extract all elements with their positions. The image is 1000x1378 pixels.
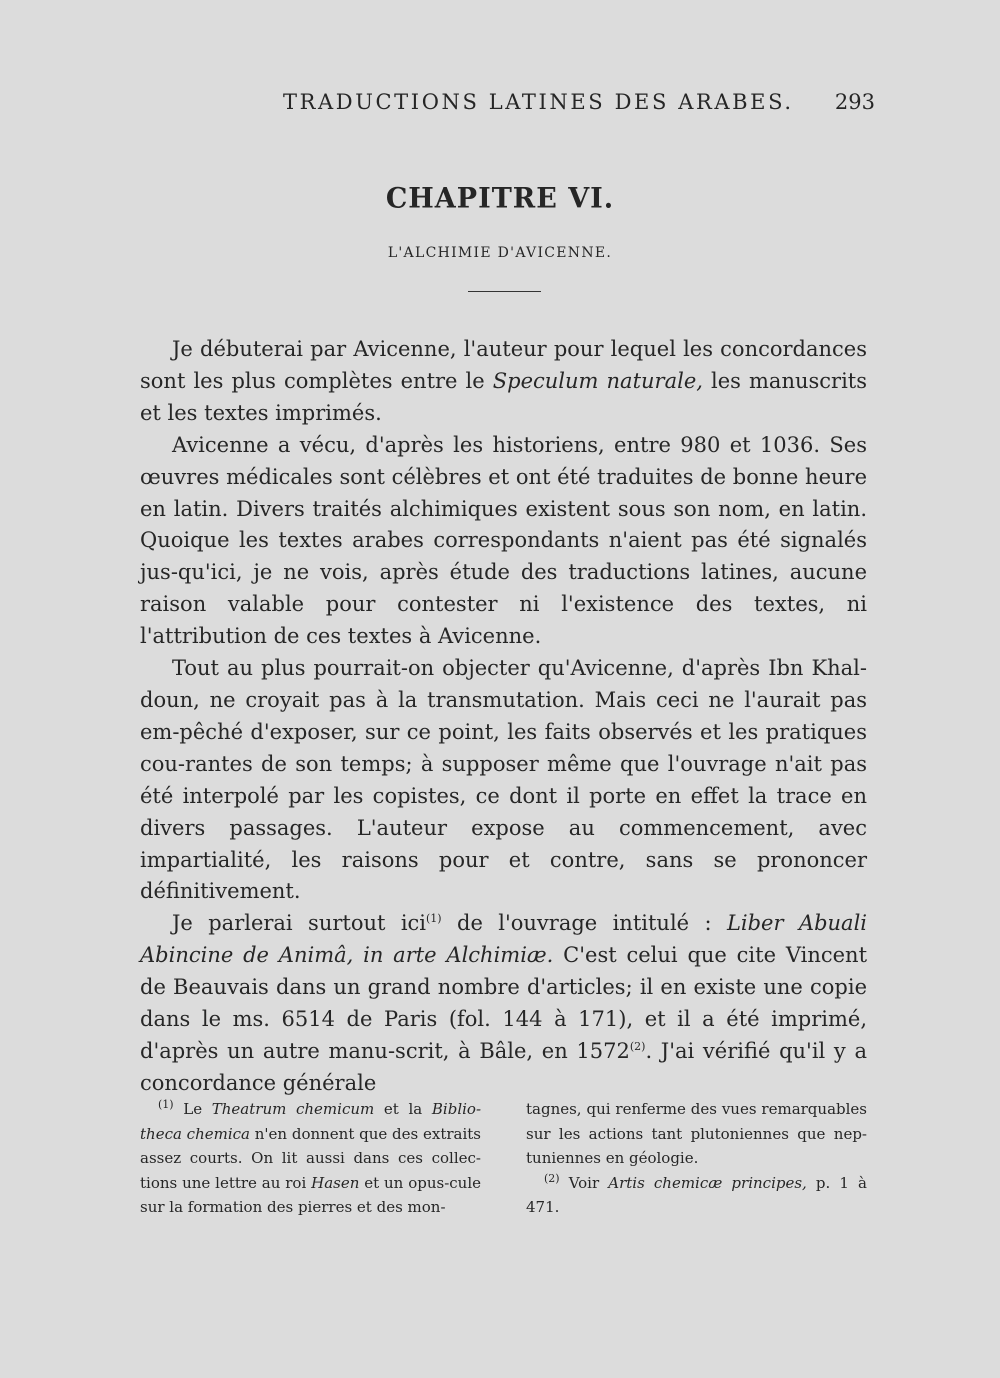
footnote-1-text-g: et un opus-cule sur la formation des pierres et des mon- — [140, 1173, 482, 1216]
paragraph-2: Avicenne a vécu, d'après les historiens, entre 980 et 1036. Ses œuvres médicales sont célèbres et ont été traduites de bonne heure en latin. Divers traités alchimiques existent sous son nom, en latin. Quoique les textes arabes correspondants n'aient pas été signalés jus-qu'ici, je ne vois, après étude des traductions latines, aucune raison valable pour contester ni l'existence des textes, ni l'attribution de ces textes à Avicenne. — [140, 432, 867, 649]
footnote-column-right — [526, 1097, 867, 1220]
running-title: TRADUCTIONS LATINES DES ARABES. — [283, 90, 794, 114]
paragraph-4 — [140, 908, 867, 1099]
footnote-1 — [140, 1097, 481, 1220]
footnote-1-mark: (1) — [158, 1098, 174, 1111]
paragraph-4-text-d: C'est celui que cite Vincent de Beauvais dans un grand nombre d'articles; il en existe une copie dans le ms. 6514 de Paris (fol. 144 à 171), et il a été imprimé, d'après un autre manu-scrit, à Bâle, en 1572 — [140, 943, 868, 1063]
paragraph-1 — [140, 334, 867, 430]
footnote-2-mark: (2) — [544, 1171, 560, 1185]
footnote-2-text-c: p. 1 à 471. — [526, 1173, 867, 1216]
footnote-1-title-a: Theatrum chemicum — [211, 1100, 375, 1118]
title-rule — [468, 291, 541, 292]
body-text — [140, 334, 867, 1100]
paragraph-3: Tout au plus pourrait-on objecter qu'Avicenne, d'après Ibn Khal-doun, ne croyait pas à la transmutation. Mais ceci ne l'aurait pas em-pêché d'exposer, sur ce point, les faits observés et les pratiques cou-rantes de son temps; à supposer même que l'ouvrage n'ait pas été interpolé par les copistes, ce dont il porte en effet la trace en divers passages. L'auteur expose au commencement, avec impartialité, les raisons pour et contre, sans se prononcer définitivement. — [140, 656, 867, 904]
chapter-subtitle: L'ALCHIMIE D'AVICENNE. — [387, 245, 613, 261]
page-number: 293 — [834, 90, 875, 114]
paragraph-4-text-a: Je parlerai surtout ici — [172, 911, 427, 936]
paragraph-4-title: Liber Abuali Abincine de Animâ, in arte Alchimiæ. — [140, 911, 867, 968]
footnote-ref-1: (1) — [426, 912, 442, 926]
footnote-ref-2: (2) — [629, 1039, 646, 1053]
footnote-1-text-e: n'en donnent que des extraits assez courts. On lit aussi dans ces collec-tions une lettre au roi — [140, 1124, 481, 1192]
paragraph-1-title: Speculum naturale, — [492, 368, 703, 393]
footnote-1-text-c: et la — [374, 1100, 432, 1118]
footnote-1-name: Hasen — [311, 1173, 360, 1192]
footnote-2 — [526, 1171, 867, 1220]
paragraph-1-text-c: les manuscrits et les textes imprimés. — [140, 368, 867, 425]
footnote-2-text-a: Voir — [559, 1173, 609, 1192]
chapter-title: CHAPITRE VI. — [385, 182, 615, 215]
paragraph-4-text-b: de l'ouvrage intitulé : — [441, 911, 727, 936]
footnote-1-text-a: Le — [173, 1100, 212, 1118]
paragraph-1-text-a: Je débuterai par Avicenne, l'auteur pour lequel les concordances sont les plus complètes entre le — [140, 337, 867, 393]
footnotes — [140, 1097, 867, 1220]
footnote-1-continued: tagnes, qui renferme des vues remarquables sur les actions tant plutoniennes que nep-tuniennes en géologie. — [526, 1100, 867, 1167]
footnote-1-title-b: Biblio-theca chemica — [140, 1100, 482, 1143]
paragraph-4-text-e: . J'ai vérifié qu'il y a concordance générale — [140, 1038, 867, 1095]
running-head — [140, 88, 875, 124]
footnote-2-title: Artis chemicæ principes, — [608, 1173, 807, 1192]
footnote-column-left — [140, 1097, 481, 1220]
